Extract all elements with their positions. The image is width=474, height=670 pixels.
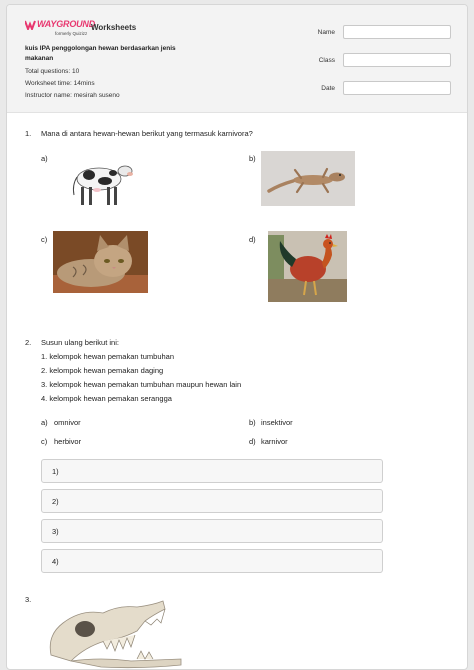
name-field[interactable] (343, 25, 451, 39)
q2-option-a-label: a) (41, 418, 48, 427)
q2-option-a-text: omnivor (54, 418, 81, 427)
logo-mark-icon (25, 20, 36, 30)
q2-item-1: 1. kelompok hewan pemakan tumbuhan (41, 352, 175, 361)
question-2-text: Susun ulang berikut ini: (41, 338, 119, 347)
question-3-number: 3. (25, 595, 32, 604)
question-2-number: 2. (25, 338, 32, 347)
answer-slot-4[interactable] (41, 549, 383, 573)
class-field[interactable] (343, 53, 451, 67)
q2-option-d-text: karnivor (261, 437, 288, 446)
answer-slot-3[interactable] (41, 519, 383, 543)
slot-label: 2) (52, 497, 59, 506)
q1-option-c-label: c) (41, 235, 48, 244)
logo-wordmark: WAYGROUND (37, 19, 96, 29)
date-label: Date (321, 85, 335, 92)
cow-image[interactable] (67, 155, 141, 211)
q2-item-2: 2. kelompok hewan pemakan daging (41, 366, 164, 375)
worksheet-page (6, 4, 468, 670)
slot-label: 4) (52, 557, 59, 566)
q2-item-3: 3. kelompok hewan pemakan tumbuhan maupun hewan lain (41, 380, 242, 389)
class-label: Class (318, 57, 335, 64)
date-field[interactable] (343, 81, 451, 95)
quiz-title: kuis IPA penggolongan hewan berdasarkan jenis makanan (25, 45, 176, 62)
total-questions: Total questions: 10 (25, 68, 80, 75)
rooster-image[interactable] (268, 231, 347, 302)
instructor-name: Instructor name: mesirah suseno (25, 92, 120, 99)
logo-subtitle: formerly Quizizz (55, 31, 88, 36)
wayground-logo (25, 18, 96, 40)
slot-label: 1) (52, 467, 59, 476)
q1-option-d-label: d) (249, 235, 256, 244)
q2-item-4: 4. kelompok hewan pemakan serangga (41, 394, 172, 403)
q2-option-c-text: herbivor (54, 437, 82, 446)
q2-option-b-text: insektivor (261, 418, 293, 427)
lizard-image[interactable] (261, 151, 355, 206)
q2-option-d-label: d) (249, 437, 256, 446)
q1-option-a-label: a) (41, 154, 48, 163)
worksheet-time: Worksheet time: 14mins (25, 80, 95, 87)
name-label: Name (317, 29, 335, 36)
answer-slot-1[interactable] (41, 459, 383, 483)
q2-option-c-label: c) (41, 437, 48, 446)
q1-option-b-label: b) (249, 154, 256, 163)
question-1-text: Mana di antara hewan-hewan berikut yang termasuk karnivora? (41, 129, 253, 138)
animal-skull-image[interactable] (41, 595, 191, 670)
worksheets-title: Worksheets (91, 23, 137, 32)
worksheet-header (7, 5, 467, 113)
cat-image[interactable] (53, 231, 148, 293)
q2-option-b-label: b) (249, 418, 256, 427)
slot-label: 3) (52, 527, 59, 536)
question-1-number: 1. (25, 129, 32, 138)
answer-slot-2[interactable] (41, 489, 383, 513)
